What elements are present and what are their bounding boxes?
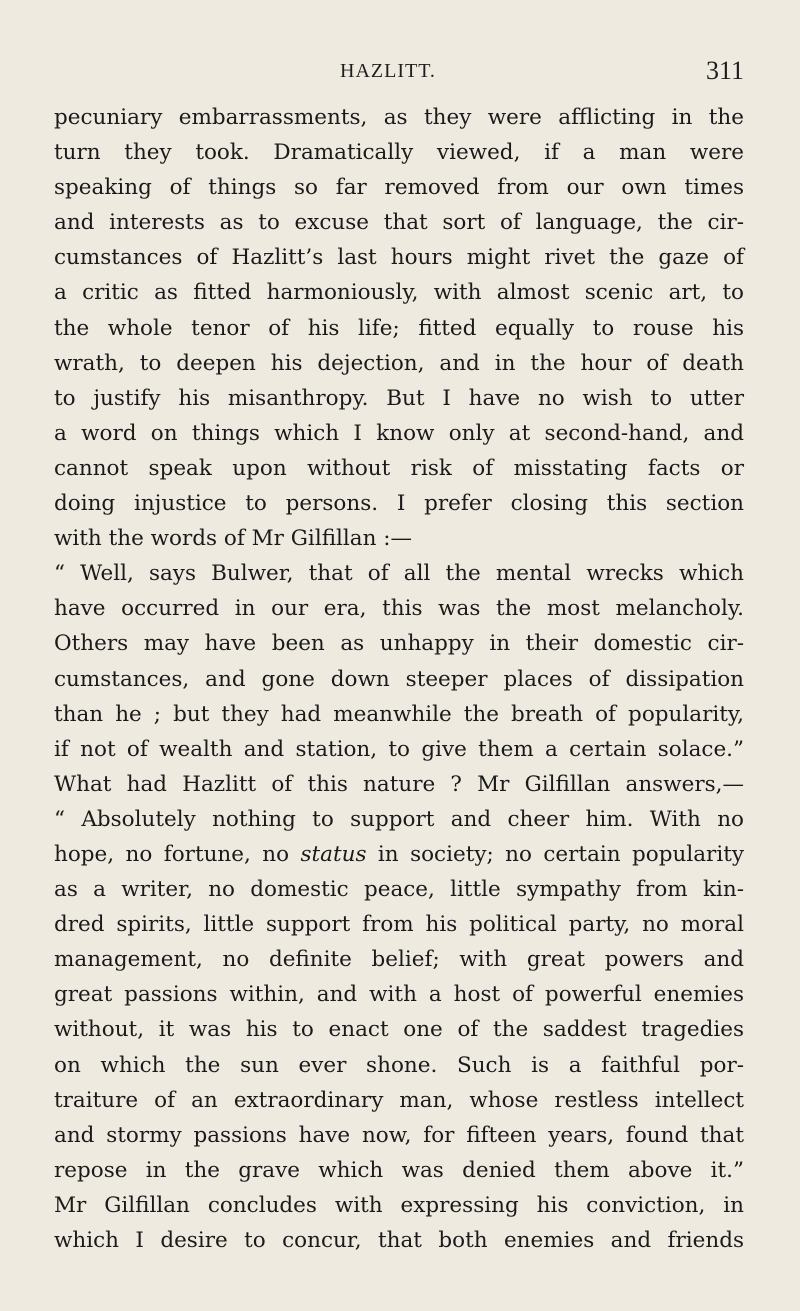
text-line: “ Well, says Bulwer, that of all the mental wrecks which <box>54 561 744 587</box>
text-line: the whole tenor of his life; fitted equally to rouse his <box>54 315 744 341</box>
text-line: What had Hazlitt of this nature ? Mr Gilfillan answers,— <box>54 771 744 797</box>
text-line: as a writer, no domestic peace, little sympathy from kin- <box>54 877 744 903</box>
text-line: and interests as to excuse that sort of language, the cir- <box>54 210 744 236</box>
text-line: Mr Gilfillan concludes with expressing his conviction, in <box>54 1192 744 1218</box>
text-line: dred spirits, little support from his political party, no moral <box>54 912 744 938</box>
text-line: a critic as fitted harmoniously, with almost scenic art, to <box>54 280 744 306</box>
text-line: doing injustice to persons. I prefer closing this section <box>54 491 744 517</box>
text-line: repose in the grave which was denied them above it.” <box>54 1157 744 1183</box>
text-line: cannot speak upon without risk of misstating facts or <box>54 455 744 481</box>
text-line: cumstances, and gone down steeper places of dissipation <box>54 666 744 692</box>
text-line: speaking of things so far removed from our own times <box>54 175 744 201</box>
body-text <box>54 100 744 1258</box>
text-line: have occurred in our era, this was the most melancholy. <box>54 596 744 622</box>
text-line: management, no definite belief; with great powers and <box>54 947 744 973</box>
text-line: which I desire to concur, that both enemies and friends <box>54 1228 744 1253</box>
text-line: turn they took. Dramatically viewed, if a man were <box>54 140 744 166</box>
text-line: with the words of Mr Gilfillan :— <box>54 526 413 552</box>
text-line: a word on things which I know only at second-hand, and <box>54 420 744 446</box>
text-line: great passions within, and with a host of powerful enemies <box>54 982 744 1008</box>
page-number: 311 <box>706 56 745 85</box>
text-line: and stormy passions have now, for fifteen years, found that <box>54 1122 744 1148</box>
text-line: wrath, to deepen his dejection, and in the hour of death <box>54 350 744 376</box>
text-line: than he ; but they had meanwhile the breath of popularity, <box>54 701 744 727</box>
text-line: “ Absolutely nothing to support and cheer him. With no <box>54 806 744 832</box>
text-line: to justify his misanthropy. But I have no wish to utter <box>54 385 744 411</box>
text-line: Others may have been as unhappy in their domestic cir- <box>54 631 744 657</box>
text-line: on which the sun ever shone. Such is a faithful por- <box>54 1052 744 1078</box>
text-line: traiture of an extraordinary man, whose restless intellect <box>54 1087 744 1113</box>
running-head: HAZLITT. <box>340 60 436 82</box>
text-line: without, it was his to enact one of the saddest tragedies <box>54 1017 744 1043</box>
text-line: hope, no fortune, no status in society; no certain popularity <box>54 841 744 867</box>
text-line: pecuniary embarrassments, as they were afflicting in the <box>54 105 744 130</box>
text-line: cumstances of Hazlitt’s last hours might rivet the gaze of <box>54 245 744 271</box>
text-line: if not of wealth and station, to give them a certain solace.” <box>54 736 744 762</box>
